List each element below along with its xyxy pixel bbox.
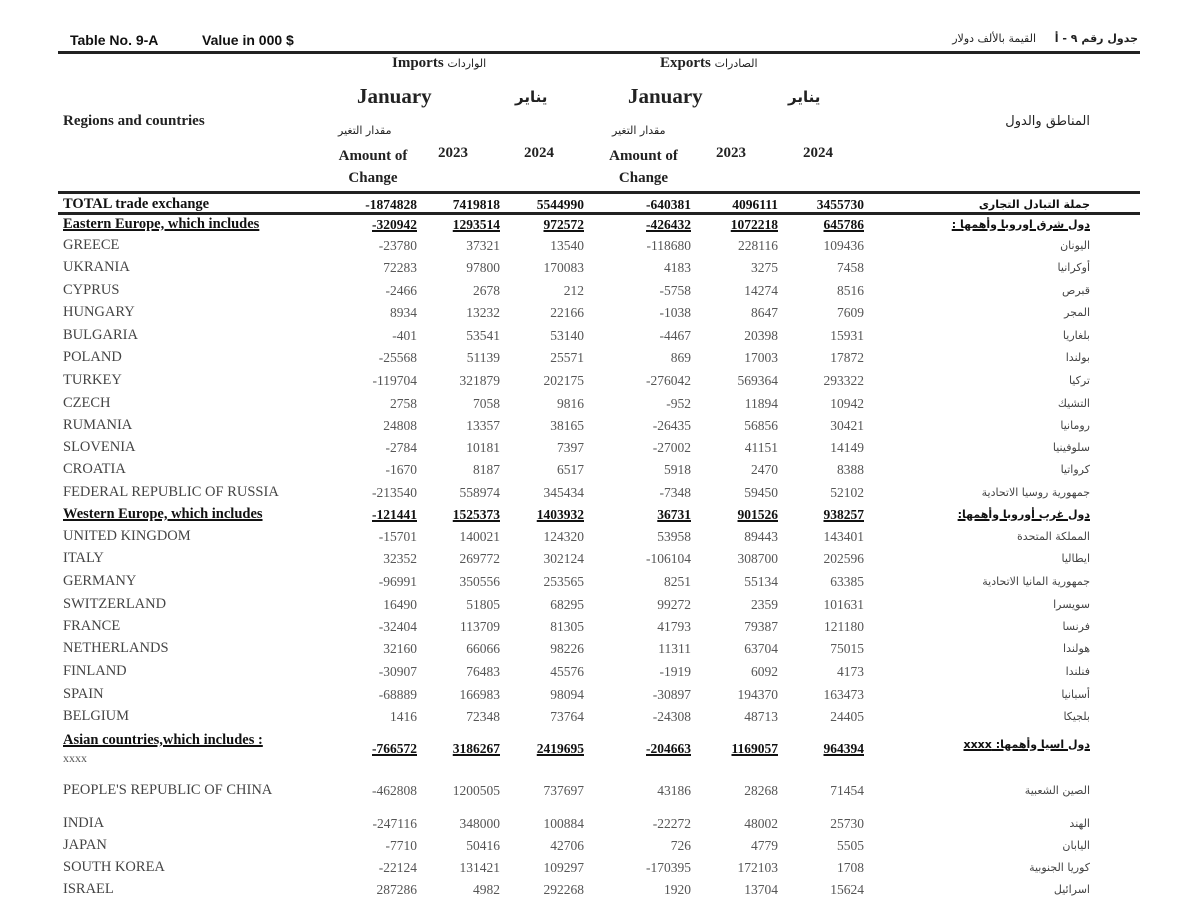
imports-change-cell: -213540 [372, 485, 417, 500]
row-name-ar: بلغاريا [1062, 329, 1090, 342]
imports-change-cell: -2466 [385, 283, 417, 298]
exports-2024-header: 2024 [803, 145, 833, 161]
row-name-en: UNITED KINGDOM [63, 528, 191, 544]
row-name-ar: اليونان [1060, 239, 1090, 252]
row-name-ar: الهند [1069, 817, 1090, 830]
imports-2024-cell: 42706 [550, 838, 584, 853]
row-name-ar: جمهورية روسيا الاتحادية [981, 486, 1090, 499]
row-name-en: SOUTH KOREA [63, 859, 165, 875]
regions-header-ar: المناطق والدول [1005, 114, 1090, 129]
exports-2023-cell: 1169057 [731, 741, 778, 756]
row-name-ar: جملة التبادل التجارى [978, 198, 1090, 211]
imports-2024-cell: 98094 [550, 687, 584, 702]
exports-2023-cell: 2359 [751, 597, 778, 612]
row-name-ar: دول اسيا وأهمها: xxxx [963, 738, 1090, 751]
exports-change-cell: -30897 [652, 687, 691, 702]
exports-2024-cell: 101631 [823, 597, 864, 612]
row-name-ar: فرنسا [1062, 620, 1090, 633]
imports-change-cell: -121441 [372, 507, 417, 522]
exports-change-cell: -952 [666, 396, 691, 411]
imports-2024-cell: 972572 [543, 217, 584, 232]
exports-2024-cell: 5505 [837, 838, 864, 853]
imports-2023-cell: 113709 [460, 619, 500, 634]
row-name-ar: فنلندا [1065, 665, 1090, 678]
imports-change-cell: -22124 [378, 860, 417, 875]
exports-2023-cell: 228116 [738, 238, 778, 253]
row-name-en: CROATIA [63, 461, 126, 477]
imports-change-cell: -68889 [378, 687, 417, 702]
row-name-ar: ايطاليا [1061, 552, 1090, 565]
imports-month-ar: يناير [515, 88, 548, 106]
exports-2023-cell: 13704 [744, 882, 778, 897]
row-name-en: Eastern Europe, which includes [63, 216, 260, 232]
exports-2023-cell: 89443 [744, 529, 778, 544]
imports-2024-cell: 25571 [550, 350, 584, 365]
row-name-en: Asian countries,which includes : [63, 732, 263, 748]
exports-2023-cell: 63704 [744, 641, 778, 656]
exports-2024-cell: 121180 [824, 619, 864, 634]
row-name-en: BELGIUM [63, 708, 130, 724]
imports-2024-cell: 7397 [557, 440, 584, 455]
exports-change-header: Amount of Change [609, 148, 678, 186]
exports-2024-cell: 645786 [823, 217, 864, 232]
imports-2023-cell: 13232 [466, 305, 500, 320]
row-name-ar: اسرائيل [1053, 883, 1090, 896]
imports-2024-cell: 81305 [550, 619, 584, 634]
imports-2024-cell: 68295 [550, 597, 584, 612]
exports-2023-cell: 4779 [751, 838, 778, 853]
imports-2024-cell: 98226 [550, 641, 584, 656]
exports-change-cell: -204663 [646, 741, 691, 756]
imports-2023-cell: 3186267 [452, 741, 500, 756]
imports-change-cell: 32352 [383, 551, 417, 566]
row-name-en: SPAIN [63, 686, 104, 702]
imports-change-cell: 32160 [383, 641, 417, 656]
imports-2023-cell: 10181 [466, 440, 500, 455]
imports-2023-cell: 72348 [466, 709, 500, 724]
imports-2023-header: 2023 [438, 145, 468, 161]
total-bottom-rule [58, 212, 1140, 215]
row-name-en: Western Europe, which includes [63, 506, 263, 522]
exports-change-cell: 43186 [657, 783, 691, 798]
row-name-ar: جمهورية المانيا الاتحادية [982, 575, 1090, 588]
exports-2023-cell: 28268 [744, 783, 778, 798]
exports-2024-cell: 71454 [830, 783, 864, 798]
imports-2023-cell: 2678 [473, 283, 500, 298]
exports-2024-cell: 964394 [823, 741, 864, 756]
exports-2024-cell: 15624 [830, 882, 864, 897]
row-name-ar: أسبانيا [1061, 688, 1090, 701]
exports-change-cell: -276042 [646, 373, 691, 388]
exports-2024-cell: 10942 [830, 396, 864, 411]
imports-change-cell: -119704 [372, 373, 417, 388]
table-number-ar: جدول رقم ٩ - أ [1054, 32, 1138, 45]
exports-2024-cell: 7458 [837, 260, 864, 275]
exports-change-cell: -26435 [652, 418, 691, 433]
exports-change-cell: -27002 [652, 440, 691, 455]
imports-2023-cell: 131421 [459, 860, 500, 875]
imports-2023-cell: 8187 [473, 462, 500, 477]
exports-2024-cell: 24405 [830, 709, 864, 724]
row-name-en: BULGARIA [63, 327, 138, 343]
row-name-ar: الصين الشعبية [1024, 784, 1090, 797]
imports-2023-cell: 7419818 [452, 197, 500, 212]
exports-2024-cell: 75015 [830, 641, 864, 656]
exports-2023-cell: 194370 [737, 687, 778, 702]
imports-change-cell: -15701 [378, 529, 417, 544]
exports-2023-cell: 17003 [744, 350, 778, 365]
exports-2023-cell: 3275 [751, 260, 778, 275]
imports-2023-cell: 1525373 [452, 507, 500, 522]
imports-2023-cell: 66066 [466, 641, 500, 656]
exports-change-cell: -7348 [659, 485, 691, 500]
imports-change-cell: 16490 [383, 597, 417, 612]
exports-change-cell: -1038 [659, 305, 691, 320]
imports-2023-cell: 558974 [459, 485, 500, 500]
imports-2023-cell: 1200505 [452, 783, 500, 798]
imports-change-cell: -1670 [385, 462, 417, 477]
imports-2023-cell: 1293514 [452, 217, 500, 232]
exports-change-cell: 53958 [657, 529, 691, 544]
exports-2023-cell: 2470 [751, 462, 778, 477]
exports-2024-cell: 30421 [830, 418, 864, 433]
exports-2024-cell: 109436 [823, 238, 864, 253]
row-name-en: SLOVENIA [63, 439, 136, 455]
row-name-ar: دول غرب أوروبا وأهمها: [957, 508, 1090, 521]
exports-change-cell: 8251 [664, 574, 691, 589]
exports-label-en: Exports [660, 55, 711, 71]
row-name-en: JAPAN [63, 837, 107, 853]
imports-2023-cell: 50416 [466, 838, 500, 853]
imports-2023-cell: 321879 [459, 373, 500, 388]
row-name-en: TURKEY [63, 372, 122, 388]
exports-2023-header: 2023 [716, 145, 746, 161]
imports-change-cell: -96991 [378, 574, 417, 589]
imports-change-cell: -32404 [378, 619, 417, 634]
exports-change-ar: مقدار التغير [612, 124, 666, 137]
row-name-ar: سويسرا [1053, 598, 1090, 611]
imports-change-ar: مقدار التغير [338, 124, 392, 137]
exports-2023-cell: 41151 [744, 440, 778, 455]
exports-2024-cell: 938257 [823, 507, 864, 522]
exports-2023-cell: 48002 [744, 816, 778, 831]
imports-change-cell: -2784 [385, 440, 417, 455]
row-name-en: ISRAEL [63, 881, 114, 897]
row-name-en: FRANCE [63, 618, 121, 634]
value-unit-ar: القيمة بالألف دولار [952, 32, 1036, 45]
imports-2024-cell: 6517 [557, 462, 584, 477]
exports-2024-cell: 143401 [823, 529, 864, 544]
row-name-en-suffix: xxxx [63, 751, 87, 765]
header-rule [58, 51, 1140, 54]
imports-2023-cell: 13357 [466, 418, 500, 433]
row-name-en: SWITZERLAND [63, 596, 167, 612]
row-name-ar: المملكة المتحدة [1017, 530, 1090, 543]
imports-2024-cell: 109297 [543, 860, 584, 875]
imports-2024-cell: 13540 [550, 238, 584, 253]
exports-2024-cell: 8516 [837, 283, 864, 298]
exports-2023-cell: 11894 [744, 396, 778, 411]
imports-change-cell: 24808 [383, 418, 417, 433]
row-name-ar: بلجيكا [1063, 710, 1090, 723]
exports-2023-cell: 172103 [737, 860, 778, 875]
imports-2023-cell: 7058 [473, 396, 500, 411]
row-name-en: FINLAND [63, 663, 127, 679]
imports-label-ar: الواردات [447, 57, 487, 70]
imports-2024-cell: 2419695 [536, 741, 584, 756]
exports-change-cell: 99272 [657, 597, 691, 612]
imports-2023-cell: 51139 [466, 350, 500, 365]
exports-2024-cell: 1708 [837, 860, 864, 875]
imports-2024-cell: 345434 [543, 485, 584, 500]
row-name-en: RUMANIA [63, 417, 133, 433]
exports-change-cell: 41793 [657, 619, 691, 634]
exports-change-cell: -118680 [646, 238, 691, 253]
row-name-ar: أوكرانيا [1057, 261, 1090, 274]
exports-change-cell: 5918 [664, 462, 691, 477]
exports-change-cell: -640381 [646, 197, 691, 212]
exports-2023-cell: 1072218 [730, 217, 778, 232]
imports-2024-cell: 73764 [550, 709, 584, 724]
imports-change-cell: 287286 [376, 882, 417, 897]
exports-2024-cell: 293322 [823, 373, 864, 388]
exports-2024-cell: 3455730 [816, 197, 864, 212]
imports-2024-cell: 100884 [543, 816, 584, 831]
imports-label-en: Imports [392, 55, 444, 71]
exports-2023-cell: 8647 [751, 305, 778, 320]
imports-2023-cell: 166983 [459, 687, 500, 702]
exports-2024-cell: 25730 [830, 816, 864, 831]
exports-2024-cell: 14149 [830, 440, 864, 455]
imports-change-cell: 72283 [383, 260, 417, 275]
exports-change-cell: 36731 [657, 507, 691, 522]
imports-2023-cell: 269772 [459, 551, 500, 566]
row-name-ar: كرواتيا [1060, 463, 1090, 476]
imports-2024-cell: 212 [563, 283, 584, 298]
imports-change-cell: 2758 [390, 396, 417, 411]
row-name-en: GREECE [63, 237, 120, 253]
exports-2023-cell: 59450 [744, 485, 778, 500]
row-name-ar: تركيا [1068, 374, 1090, 387]
imports-change-cell: -766572 [372, 741, 417, 756]
imports-2024-cell: 202175 [543, 373, 584, 388]
imports-2024-cell: 9816 [557, 396, 584, 411]
exports-2024-cell: 202596 [823, 551, 864, 566]
imports-2023-cell: 76483 [466, 664, 500, 679]
imports-change-cell: -401 [392, 328, 417, 343]
imports-2024-header: 2024 [524, 145, 554, 161]
row-name-ar: رومانيا [1060, 419, 1090, 432]
imports-2024-cell: 302124 [543, 551, 584, 566]
exports-2023-cell: 20398 [744, 328, 778, 343]
exports-2024-cell: 163473 [823, 687, 864, 702]
imports-change-cell: -462808 [372, 783, 417, 798]
row-name-en: FEDERAL REPUBLIC OF RUSSIA [63, 484, 279, 500]
imports-2024-cell: 170083 [543, 260, 584, 275]
imports-2024-cell: 292268 [543, 882, 584, 897]
exports-change-cell: -170395 [646, 860, 691, 875]
imports-change-header: Amount of Change [338, 148, 408, 186]
exports-change-cell: -1919 [659, 664, 691, 679]
imports-2024-cell: 253565 [543, 574, 584, 589]
exports-month-ar: يناير [788, 88, 821, 106]
regions-header-en: Regions and countries [63, 113, 205, 129]
exports-2024-cell: 4173 [837, 664, 864, 679]
exports-2023-cell: 79387 [744, 619, 778, 634]
exports-change-cell: 11311 [658, 641, 691, 656]
imports-2024-cell: 737697 [543, 783, 584, 798]
exports-2023-cell: 901526 [737, 507, 778, 522]
row-name-ar: قبرص [1062, 284, 1090, 297]
imports-2023-cell: 97800 [466, 260, 500, 275]
row-name-en: POLAND [63, 349, 122, 365]
row-name-ar: بولندا [1065, 351, 1090, 364]
imports-2023-cell: 37321 [466, 238, 500, 253]
row-name-en: CYPRUS [63, 282, 120, 298]
row-name-en: UKRANIA [63, 259, 130, 275]
exports-label-ar: الصادرات [714, 57, 758, 70]
imports-month-en: January [357, 84, 432, 108]
exports-change-cell: -22272 [652, 816, 691, 831]
exports-change-cell: -5758 [659, 283, 691, 298]
imports-2024-cell: 45576 [550, 664, 584, 679]
exports-2023-cell: 56856 [744, 418, 778, 433]
row-name-en: TOTAL trade exchange [63, 196, 210, 212]
exports-change-cell: -106104 [646, 551, 691, 566]
exports-2023-cell: 48713 [744, 709, 778, 724]
imports-2023-cell: 51805 [466, 597, 500, 612]
exports-change-cell: 1920 [664, 882, 691, 897]
imports-change-cell: 8934 [390, 305, 417, 320]
imports-2024-cell: 5544990 [536, 197, 584, 212]
exports-2024-cell: 8388 [837, 462, 864, 477]
row-name-en: ITALY [63, 550, 104, 566]
imports-2024-cell: 124320 [543, 529, 584, 544]
exports-header [660, 55, 758, 72]
row-name-en: CZECH [63, 395, 111, 411]
imports-2023-cell: 140021 [459, 529, 500, 544]
exports-2023-cell: 569364 [737, 373, 778, 388]
exports-2024-cell: 63385 [830, 574, 864, 589]
row-name-ar: هولندا [1063, 642, 1090, 655]
exports-month-en: January [628, 84, 703, 108]
exports-2024-cell: 52102 [830, 485, 864, 500]
imports-2023-cell: 350556 [459, 574, 500, 589]
imports-change-cell: -25568 [378, 350, 417, 365]
row-name-en: INDIA [63, 815, 105, 831]
value-unit: Value in 000 $ [202, 32, 294, 48]
row-name-en: GERMANY [63, 573, 137, 589]
exports-2023-cell: 14274 [744, 283, 778, 298]
imports-change-cell: -1874828 [365, 197, 417, 212]
imports-header [392, 55, 486, 72]
imports-change-cell: -320942 [372, 217, 417, 232]
row-name-ar: المجر [1064, 306, 1090, 319]
exports-2023-cell: 4096111 [732, 197, 778, 212]
imports-2024-cell: 38165 [550, 418, 584, 433]
row-name-en: PEOPLE'S REPUBLIC OF CHINA [63, 782, 273, 798]
exports-2024-cell: 7609 [837, 305, 864, 320]
total-top-rule [58, 191, 1140, 194]
imports-change-cell: 1416 [390, 709, 417, 724]
row-name-ar: التشيك [1057, 397, 1090, 410]
imports-change-cell: -30907 [378, 664, 417, 679]
exports-2024-cell: 17872 [830, 350, 864, 365]
imports-change-cell: -7710 [385, 838, 417, 853]
imports-2024-cell: 22166 [550, 305, 584, 320]
imports-change-cell: -23780 [378, 238, 417, 253]
exports-change-cell: -426432 [646, 217, 691, 232]
row-name-ar: سلوفينيا [1052, 441, 1090, 454]
imports-2023-cell: 4982 [473, 882, 500, 897]
row-name-ar: كوريا الجنوبية [1029, 861, 1090, 874]
exports-change-cell: -4467 [659, 328, 691, 343]
exports-2023-cell: 6092 [751, 664, 778, 679]
exports-change-cell: -24308 [652, 709, 691, 724]
row-name-ar: اليابان [1062, 839, 1090, 852]
imports-2024-cell: 53140 [550, 328, 584, 343]
exports-change-cell: 4183 [664, 260, 691, 275]
imports-2023-cell: 348000 [459, 816, 500, 831]
imports-change-cell: -247116 [372, 816, 417, 831]
row-name-ar: دول شرق اوروبا وأهمها : [951, 218, 1090, 231]
exports-change-cell: 869 [670, 350, 691, 365]
table-number: Table No. 9-A [70, 32, 159, 48]
exports-change-cell: 726 [670, 838, 691, 853]
exports-2024-cell: 15931 [830, 328, 864, 343]
imports-2024-cell: 1403932 [536, 507, 584, 522]
imports-2023-cell: 53541 [466, 328, 500, 343]
row-name-en: NETHERLANDS [63, 640, 169, 656]
row-name-en: HUNGARY [63, 304, 135, 320]
exports-2023-cell: 308700 [737, 551, 778, 566]
exports-2023-cell: 55134 [744, 574, 778, 589]
